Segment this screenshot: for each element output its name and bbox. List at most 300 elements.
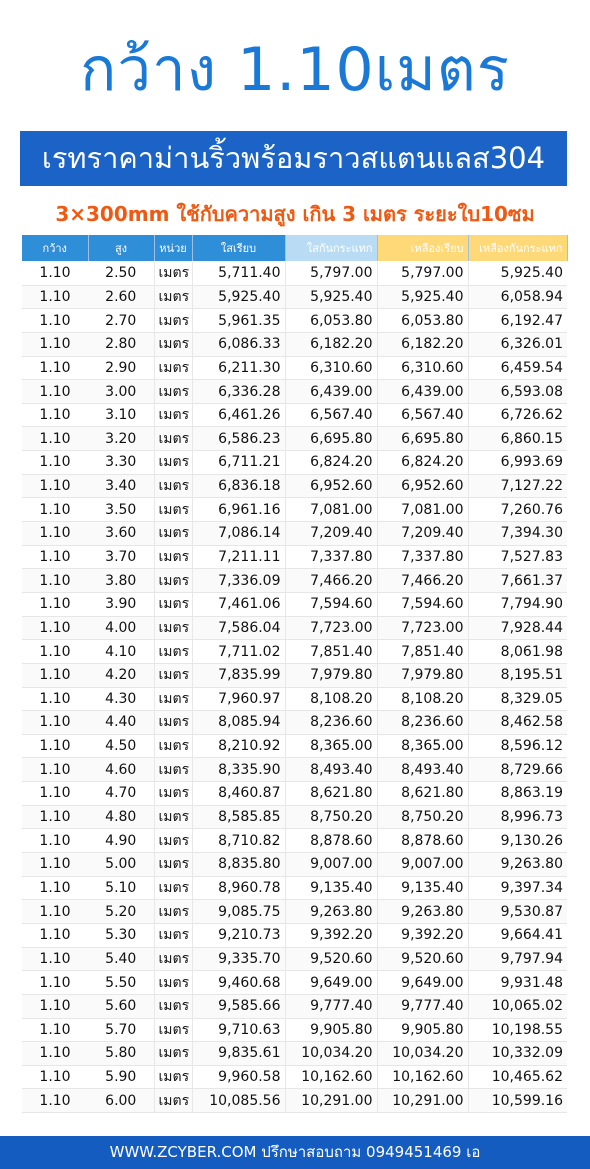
cell-clear-impact: 10,034.20 bbox=[285, 1042, 377, 1066]
header-width: กว้าง bbox=[22, 235, 88, 262]
cell-height: 2.50 bbox=[88, 262, 154, 286]
cell-yellow-impact: 8,863.19 bbox=[468, 782, 567, 806]
table-row bbox=[22, 853, 567, 877]
table-row bbox=[22, 829, 567, 853]
cell-clear-plain: 5,711.40 bbox=[192, 262, 285, 286]
cell-unit: เมตร bbox=[154, 262, 192, 286]
cell-height: 2.90 bbox=[88, 356, 154, 380]
cell-yellow-plain: 8,750.20 bbox=[377, 805, 468, 829]
cell-yellow-impact: 10,332.09 bbox=[468, 1042, 567, 1066]
cell-clear-plain: 9,835.61 bbox=[192, 1042, 285, 1066]
title-banner: เรทราคาม่านริ้วพร้อมราวสแตนแลส304 bbox=[20, 131, 567, 186]
cell-width: 1.10 bbox=[22, 285, 88, 309]
cell-clear-plain: 6,461.26 bbox=[192, 403, 285, 427]
cell-yellow-plain: 7,594.60 bbox=[377, 592, 468, 616]
table-row bbox=[22, 403, 567, 427]
cell-clear-plain: 9,460.68 bbox=[192, 971, 285, 995]
cell-width: 1.10 bbox=[22, 1018, 88, 1042]
cell-unit: เมตร bbox=[154, 1042, 192, 1066]
cell-unit: เมตร bbox=[154, 947, 192, 971]
cell-yellow-impact: 8,729.66 bbox=[468, 758, 567, 782]
cell-yellow-impact: 6,192.47 bbox=[468, 309, 567, 333]
table-row bbox=[22, 380, 567, 404]
cell-width: 1.10 bbox=[22, 900, 88, 924]
cell-clear-plain: 6,836.18 bbox=[192, 474, 285, 498]
price-table bbox=[22, 235, 568, 1113]
cell-clear-plain: 6,211.30 bbox=[192, 356, 285, 380]
cell-yellow-impact: 8,061.98 bbox=[468, 640, 567, 664]
table-row bbox=[22, 1089, 567, 1113]
table-row bbox=[22, 1042, 567, 1066]
cell-clear-impact: 7,979.80 bbox=[285, 663, 377, 687]
cell-yellow-plain: 6,952.60 bbox=[377, 474, 468, 498]
cell-clear-plain: 9,960.58 bbox=[192, 1065, 285, 1089]
cell-clear-impact: 9,135.40 bbox=[285, 876, 377, 900]
cell-width: 1.10 bbox=[22, 262, 88, 286]
cell-unit: เมตร bbox=[154, 1018, 192, 1042]
cell-clear-plain: 8,460.87 bbox=[192, 782, 285, 806]
cell-width: 1.10 bbox=[22, 356, 88, 380]
cell-clear-impact: 9,392.20 bbox=[285, 923, 377, 947]
table-row bbox=[22, 498, 567, 522]
cell-width: 1.10 bbox=[22, 829, 88, 853]
cell-yellow-plain: 9,135.40 bbox=[377, 876, 468, 900]
cell-unit: เมตร bbox=[154, 994, 192, 1018]
cell-yellow-impact: 9,130.26 bbox=[468, 829, 567, 853]
cell-yellow-impact: 9,397.34 bbox=[468, 876, 567, 900]
cell-clear-plain: 7,586.04 bbox=[192, 616, 285, 640]
cell-clear-plain: 9,585.66 bbox=[192, 994, 285, 1018]
table-row bbox=[22, 711, 567, 735]
cell-height: 5.30 bbox=[88, 923, 154, 947]
cell-height: 4.20 bbox=[88, 663, 154, 687]
cell-unit: เมตร bbox=[154, 853, 192, 877]
cell-yellow-impact: 7,260.76 bbox=[468, 498, 567, 522]
cell-clear-plain: 7,086.14 bbox=[192, 522, 285, 546]
cell-clear-impact: 9,263.80 bbox=[285, 900, 377, 924]
cell-unit: เมตร bbox=[154, 782, 192, 806]
header-clear-impact: ใสกันกระแทก bbox=[285, 235, 377, 262]
cell-yellow-plain: 6,053.80 bbox=[377, 309, 468, 333]
cell-height: 4.80 bbox=[88, 805, 154, 829]
cell-unit: เมตร bbox=[154, 711, 192, 735]
cell-yellow-plain: 9,392.20 bbox=[377, 923, 468, 947]
cell-unit: เมตร bbox=[154, 829, 192, 853]
cell-yellow-impact: 7,661.37 bbox=[468, 569, 567, 593]
cell-height: 3.80 bbox=[88, 569, 154, 593]
cell-clear-plain: 8,710.82 bbox=[192, 829, 285, 853]
header-yellow-plain: เหลืองเรียบ bbox=[377, 235, 468, 262]
cell-yellow-plain: 5,925.40 bbox=[377, 285, 468, 309]
cell-height: 5.90 bbox=[88, 1065, 154, 1089]
cell-yellow-impact: 6,860.15 bbox=[468, 427, 567, 451]
table-row bbox=[22, 545, 567, 569]
cell-clear-impact: 5,797.00 bbox=[285, 262, 377, 286]
cell-yellow-plain: 7,723.00 bbox=[377, 616, 468, 640]
cell-clear-impact: 7,081.00 bbox=[285, 498, 377, 522]
cell-height: 4.90 bbox=[88, 829, 154, 853]
cell-height: 3.30 bbox=[88, 451, 154, 475]
table-row bbox=[22, 356, 567, 380]
cell-width: 1.10 bbox=[22, 994, 88, 1018]
cell-height: 3.60 bbox=[88, 522, 154, 546]
cell-width: 1.10 bbox=[22, 711, 88, 735]
cell-yellow-impact: 10,465.62 bbox=[468, 1065, 567, 1089]
cell-clear-plain: 7,336.09 bbox=[192, 569, 285, 593]
cell-height: 4.00 bbox=[88, 616, 154, 640]
cell-yellow-impact: 8,329.05 bbox=[468, 687, 567, 711]
table-row bbox=[22, 923, 567, 947]
cell-yellow-plain: 7,081.00 bbox=[377, 498, 468, 522]
cell-yellow-impact: 9,530.87 bbox=[468, 900, 567, 924]
cell-unit: เมตร bbox=[154, 616, 192, 640]
cell-height: 3.70 bbox=[88, 545, 154, 569]
cell-unit: เมตร bbox=[154, 687, 192, 711]
cell-width: 1.10 bbox=[22, 332, 88, 356]
cell-yellow-impact: 8,462.58 bbox=[468, 711, 567, 735]
table-row bbox=[22, 640, 567, 664]
cell-clear-plain: 6,586.23 bbox=[192, 427, 285, 451]
cell-yellow-impact: 7,794.90 bbox=[468, 592, 567, 616]
cell-clear-impact: 8,493.40 bbox=[285, 758, 377, 782]
cell-clear-plain: 9,710.63 bbox=[192, 1018, 285, 1042]
cell-unit: เมตร bbox=[154, 971, 192, 995]
cell-yellow-plain: 7,337.80 bbox=[377, 545, 468, 569]
cell-clear-impact: 10,162.60 bbox=[285, 1065, 377, 1089]
table-row bbox=[22, 616, 567, 640]
cell-clear-impact: 6,053.80 bbox=[285, 309, 377, 333]
cell-height: 3.00 bbox=[88, 380, 154, 404]
cell-yellow-plain: 8,365.00 bbox=[377, 734, 468, 758]
cell-clear-plain: 8,835.80 bbox=[192, 853, 285, 877]
cell-clear-plain: 7,711.02 bbox=[192, 640, 285, 664]
cell-yellow-plain: 8,493.40 bbox=[377, 758, 468, 782]
cell-height: 4.60 bbox=[88, 758, 154, 782]
cell-width: 1.10 bbox=[22, 853, 88, 877]
cell-clear-impact: 7,851.40 bbox=[285, 640, 377, 664]
table-row bbox=[22, 687, 567, 711]
cell-height: 3.10 bbox=[88, 403, 154, 427]
cell-unit: เมตร bbox=[154, 309, 192, 333]
cell-yellow-impact: 10,599.16 bbox=[468, 1089, 567, 1113]
cell-height: 5.10 bbox=[88, 876, 154, 900]
cell-yellow-impact: 10,065.02 bbox=[468, 994, 567, 1018]
cell-clear-impact: 5,925.40 bbox=[285, 285, 377, 309]
cell-clear-impact: 8,621.80 bbox=[285, 782, 377, 806]
cell-yellow-impact: 9,263.80 bbox=[468, 853, 567, 877]
cell-yellow-impact: 7,527.83 bbox=[468, 545, 567, 569]
cell-unit: เมตร bbox=[154, 380, 192, 404]
table-row bbox=[22, 734, 567, 758]
cell-height: 4.10 bbox=[88, 640, 154, 664]
cell-height: 5.40 bbox=[88, 947, 154, 971]
cell-width: 1.10 bbox=[22, 403, 88, 427]
cell-yellow-plain: 10,162.60 bbox=[377, 1065, 468, 1089]
cell-yellow-plain: 7,209.40 bbox=[377, 522, 468, 546]
cell-width: 1.10 bbox=[22, 616, 88, 640]
cell-height: 5.70 bbox=[88, 1018, 154, 1042]
cell-yellow-plain: 10,034.20 bbox=[377, 1042, 468, 1066]
cell-height: 5.20 bbox=[88, 900, 154, 924]
contact-footer: WWW.ZCYBER.COM ปรึกษาสอบถาม 0949451469 เอ bbox=[0, 1136, 590, 1169]
cell-width: 1.10 bbox=[22, 380, 88, 404]
cell-unit: เมตร bbox=[154, 285, 192, 309]
cell-yellow-impact: 6,593.08 bbox=[468, 380, 567, 404]
cell-unit: เมตร bbox=[154, 427, 192, 451]
cell-clear-plain: 9,085.75 bbox=[192, 900, 285, 924]
table-row bbox=[22, 994, 567, 1018]
cell-width: 1.10 bbox=[22, 498, 88, 522]
cell-yellow-impact: 7,127.22 bbox=[468, 474, 567, 498]
cell-width: 1.10 bbox=[22, 876, 88, 900]
cell-height: 5.80 bbox=[88, 1042, 154, 1066]
table-row bbox=[22, 782, 567, 806]
cell-width: 1.10 bbox=[22, 592, 88, 616]
cell-unit: เมตร bbox=[154, 900, 192, 924]
cell-clear-impact: 9,777.40 bbox=[285, 994, 377, 1018]
cell-clear-plain: 6,711.21 bbox=[192, 451, 285, 475]
cell-clear-plain: 8,960.78 bbox=[192, 876, 285, 900]
cell-yellow-plain: 9,649.00 bbox=[377, 971, 468, 995]
cell-yellow-plain: 10,291.00 bbox=[377, 1089, 468, 1113]
cell-clear-impact: 7,337.80 bbox=[285, 545, 377, 569]
cell-yellow-plain: 7,466.20 bbox=[377, 569, 468, 593]
cell-yellow-impact: 6,459.54 bbox=[468, 356, 567, 380]
cell-yellow-impact: 6,726.62 bbox=[468, 403, 567, 427]
cell-clear-plain: 9,210.73 bbox=[192, 923, 285, 947]
cell-width: 1.10 bbox=[22, 1065, 88, 1089]
cell-unit: เมตร bbox=[154, 332, 192, 356]
cell-height: 4.50 bbox=[88, 734, 154, 758]
cell-width: 1.10 bbox=[22, 474, 88, 498]
cell-width: 1.10 bbox=[22, 522, 88, 546]
cell-clear-plain: 7,960.97 bbox=[192, 687, 285, 711]
cell-clear-impact: 6,824.20 bbox=[285, 451, 377, 475]
cell-yellow-plain: 9,520.60 bbox=[377, 947, 468, 971]
cell-clear-plain: 5,961.35 bbox=[192, 309, 285, 333]
cell-clear-impact: 7,723.00 bbox=[285, 616, 377, 640]
table-row bbox=[22, 805, 567, 829]
cell-width: 1.10 bbox=[22, 923, 88, 947]
cell-unit: เมตร bbox=[154, 876, 192, 900]
cell-yellow-impact: 7,928.44 bbox=[468, 616, 567, 640]
cell-clear-impact: 7,466.20 bbox=[285, 569, 377, 593]
cell-width: 1.10 bbox=[22, 569, 88, 593]
cell-height: 3.40 bbox=[88, 474, 154, 498]
cell-clear-plain: 6,336.28 bbox=[192, 380, 285, 404]
cell-yellow-plain: 6,182.20 bbox=[377, 332, 468, 356]
cell-unit: เมตร bbox=[154, 1065, 192, 1089]
cell-unit: เมตร bbox=[154, 640, 192, 664]
cell-clear-impact: 9,905.80 bbox=[285, 1018, 377, 1042]
cell-yellow-impact: 6,058.94 bbox=[468, 285, 567, 309]
cell-height: 3.20 bbox=[88, 427, 154, 451]
cell-height: 4.40 bbox=[88, 711, 154, 735]
cell-clear-impact: 6,182.20 bbox=[285, 332, 377, 356]
cell-unit: เมตร bbox=[154, 403, 192, 427]
table-row bbox=[22, 262, 567, 286]
cell-width: 1.10 bbox=[22, 427, 88, 451]
table-row bbox=[22, 522, 567, 546]
cell-width: 1.10 bbox=[22, 640, 88, 664]
cell-yellow-impact: 9,664.41 bbox=[468, 923, 567, 947]
cell-unit: เมตร bbox=[154, 805, 192, 829]
cell-clear-impact: 7,594.60 bbox=[285, 592, 377, 616]
spec-subtitle: 3×300mm ใช้กับความสูง เกิน 3 เมตร ระยะใบ10ซม bbox=[55, 202, 535, 226]
cell-width: 1.10 bbox=[22, 663, 88, 687]
cell-clear-impact: 9,649.00 bbox=[285, 971, 377, 995]
cell-width: 1.10 bbox=[22, 758, 88, 782]
table-row bbox=[22, 569, 567, 593]
cell-yellow-impact: 5,925.40 bbox=[468, 262, 567, 286]
cell-width: 1.10 bbox=[22, 545, 88, 569]
cell-clear-impact: 8,236.60 bbox=[285, 711, 377, 735]
cell-yellow-plain: 8,878.60 bbox=[377, 829, 468, 853]
cell-clear-plain: 10,085.56 bbox=[192, 1089, 285, 1113]
cell-clear-impact: 8,365.00 bbox=[285, 734, 377, 758]
cell-yellow-plain: 6,310.60 bbox=[377, 356, 468, 380]
table-body bbox=[22, 262, 567, 1113]
cell-unit: เมตร bbox=[154, 592, 192, 616]
cell-unit: เมตร bbox=[154, 522, 192, 546]
cell-unit: เมตร bbox=[154, 451, 192, 475]
cell-clear-impact: 8,878.60 bbox=[285, 829, 377, 853]
cell-clear-plain: 9,335.70 bbox=[192, 947, 285, 971]
cell-unit: เมตร bbox=[154, 663, 192, 687]
cell-yellow-plain: 6,439.00 bbox=[377, 380, 468, 404]
table-row bbox=[22, 947, 567, 971]
cell-width: 1.10 bbox=[22, 451, 88, 475]
cell-clear-impact: 8,108.20 bbox=[285, 687, 377, 711]
cell-height: 5.00 bbox=[88, 853, 154, 877]
cell-yellow-impact: 8,596.12 bbox=[468, 734, 567, 758]
table-row bbox=[22, 285, 567, 309]
table-row bbox=[22, 1065, 567, 1089]
cell-yellow-impact: 9,797.94 bbox=[468, 947, 567, 971]
cell-height: 2.70 bbox=[88, 309, 154, 333]
cell-yellow-impact: 6,326.01 bbox=[468, 332, 567, 356]
cell-yellow-impact: 7,394.30 bbox=[468, 522, 567, 546]
cell-yellow-impact: 6,993.69 bbox=[468, 451, 567, 475]
header-clear-plain: ใสเรียบ bbox=[192, 235, 285, 262]
header-yellow-impact: เหลืองกันกระแทก bbox=[468, 235, 567, 262]
table-row bbox=[22, 592, 567, 616]
cell-height: 3.50 bbox=[88, 498, 154, 522]
table-row bbox=[22, 1018, 567, 1042]
cell-yellow-plain: 8,621.80 bbox=[377, 782, 468, 806]
cell-clear-plain: 7,461.06 bbox=[192, 592, 285, 616]
cell-height: 2.60 bbox=[88, 285, 154, 309]
cell-yellow-impact: 10,198.55 bbox=[468, 1018, 567, 1042]
page-title: กว้าง 1.10เมตร bbox=[80, 35, 510, 105]
table-row bbox=[22, 451, 567, 475]
cell-width: 1.10 bbox=[22, 947, 88, 971]
cell-yellow-plain: 8,236.60 bbox=[377, 711, 468, 735]
cell-clear-plain: 8,085.94 bbox=[192, 711, 285, 735]
cell-clear-impact: 6,567.40 bbox=[285, 403, 377, 427]
cell-clear-plain: 6,961.16 bbox=[192, 498, 285, 522]
cell-height: 2.80 bbox=[88, 332, 154, 356]
cell-yellow-plain: 8,108.20 bbox=[377, 687, 468, 711]
cell-yellow-plain: 9,905.80 bbox=[377, 1018, 468, 1042]
table-row bbox=[22, 876, 567, 900]
table-row bbox=[22, 758, 567, 782]
cell-width: 1.10 bbox=[22, 309, 88, 333]
header-height: สูง bbox=[88, 235, 154, 262]
cell-unit: เมตร bbox=[154, 474, 192, 498]
cell-unit: เมตร bbox=[154, 923, 192, 947]
cell-unit: เมตร bbox=[154, 498, 192, 522]
cell-width: 1.10 bbox=[22, 971, 88, 995]
cell-clear-impact: 9,007.00 bbox=[285, 853, 377, 877]
cell-width: 1.10 bbox=[22, 782, 88, 806]
cell-clear-impact: 8,750.20 bbox=[285, 805, 377, 829]
cell-clear-impact: 9,520.60 bbox=[285, 947, 377, 971]
cell-height: 5.60 bbox=[88, 994, 154, 1018]
cell-yellow-plain: 6,824.20 bbox=[377, 451, 468, 475]
cell-clear-plain: 6,086.33 bbox=[192, 332, 285, 356]
cell-width: 1.10 bbox=[22, 1089, 88, 1113]
cell-yellow-plain: 6,695.80 bbox=[377, 427, 468, 451]
cell-unit: เมตร bbox=[154, 545, 192, 569]
cell-height: 3.90 bbox=[88, 592, 154, 616]
cell-yellow-plain: 9,777.40 bbox=[377, 994, 468, 1018]
table-row bbox=[22, 971, 567, 995]
cell-unit: เมตร bbox=[154, 1089, 192, 1113]
header-unit: หน่วย bbox=[154, 235, 192, 262]
table-row bbox=[22, 474, 567, 498]
cell-clear-plain: 7,211.11 bbox=[192, 545, 285, 569]
cell-height: 5.50 bbox=[88, 971, 154, 995]
cell-clear-impact: 6,952.60 bbox=[285, 474, 377, 498]
cell-yellow-plain: 7,851.40 bbox=[377, 640, 468, 664]
cell-yellow-plain: 9,263.80 bbox=[377, 900, 468, 924]
cell-clear-impact: 7,209.40 bbox=[285, 522, 377, 546]
table-row bbox=[22, 900, 567, 924]
cell-clear-plain: 8,335.90 bbox=[192, 758, 285, 782]
cell-clear-plain: 7,835.99 bbox=[192, 663, 285, 687]
cell-yellow-impact: 8,996.73 bbox=[468, 805, 567, 829]
cell-unit: เมตร bbox=[154, 758, 192, 782]
cell-clear-impact: 10,291.00 bbox=[285, 1089, 377, 1113]
cell-clear-plain: 8,210.92 bbox=[192, 734, 285, 758]
table-row bbox=[22, 332, 567, 356]
cell-yellow-plain: 6,567.40 bbox=[377, 403, 468, 427]
cell-yellow-impact: 8,195.51 bbox=[468, 663, 567, 687]
cell-yellow-plain: 5,797.00 bbox=[377, 262, 468, 286]
cell-height: 4.30 bbox=[88, 687, 154, 711]
cell-width: 1.10 bbox=[22, 687, 88, 711]
cell-clear-plain: 8,585.85 bbox=[192, 805, 285, 829]
table-header-row bbox=[22, 235, 567, 262]
table-row bbox=[22, 427, 567, 451]
cell-yellow-impact: 9,931.48 bbox=[468, 971, 567, 995]
cell-height: 6.00 bbox=[88, 1089, 154, 1113]
cell-yellow-plain: 7,979.80 bbox=[377, 663, 468, 687]
cell-height: 4.70 bbox=[88, 782, 154, 806]
cell-width: 1.10 bbox=[22, 805, 88, 829]
cell-unit: เมตร bbox=[154, 356, 192, 380]
cell-width: 1.10 bbox=[22, 1042, 88, 1066]
cell-clear-plain: 5,925.40 bbox=[192, 285, 285, 309]
table-row bbox=[22, 309, 567, 333]
cell-yellow-plain: 9,007.00 bbox=[377, 853, 468, 877]
cell-clear-impact: 6,695.80 bbox=[285, 427, 377, 451]
cell-unit: เมตร bbox=[154, 734, 192, 758]
cell-clear-impact: 6,310.60 bbox=[285, 356, 377, 380]
table-row bbox=[22, 663, 567, 687]
cell-unit: เมตร bbox=[154, 569, 192, 593]
